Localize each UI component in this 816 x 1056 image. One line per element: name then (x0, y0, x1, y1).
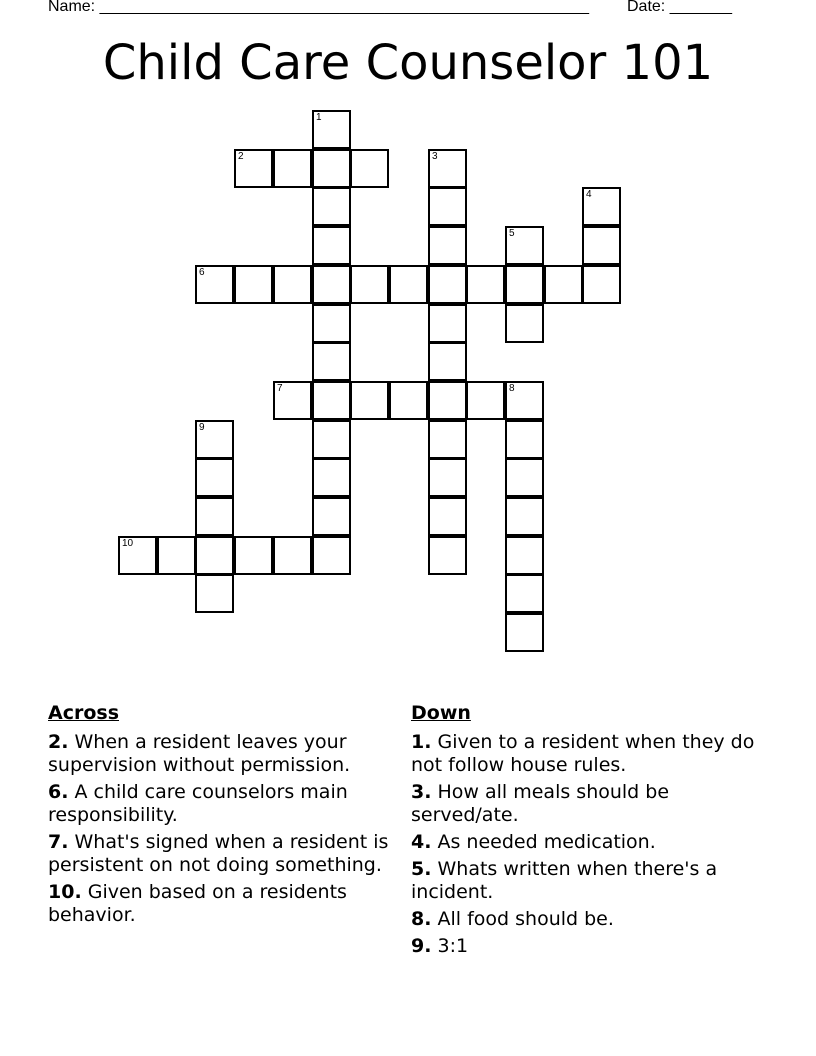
crossword-cell[interactable] (312, 536, 351, 575)
crossword-cell[interactable] (312, 265, 351, 304)
crossword-cell[interactable] (428, 187, 467, 226)
crossword-cell[interactable] (195, 574, 234, 613)
crossword-cell[interactable] (466, 381, 505, 420)
crossword-cell[interactable] (312, 458, 351, 497)
clue-down-5 (411, 858, 771, 904)
crossword-cell[interactable] (350, 265, 389, 304)
clue-text: A child care counselors main responsibility. (48, 781, 348, 826)
crossword-cell[interactable] (312, 149, 351, 188)
clue-number: 2. (48, 731, 69, 753)
clue-down-1 (411, 731, 771, 777)
clue-number: 5. (411, 858, 432, 880)
crossword-cell[interactable] (505, 497, 544, 536)
crossword-cell[interactable] (428, 342, 467, 381)
clue-text: All food should be. (437, 908, 614, 930)
crossword-cell[interactable] (312, 420, 351, 459)
crossword-cell[interactable] (273, 265, 312, 304)
clue-text: Given to a resident when they do not follow house rules. (411, 731, 755, 776)
crossword-cell[interactable] (505, 226, 544, 265)
clue-down-3 (411, 781, 771, 827)
crossword-cell[interactable] (582, 187, 621, 226)
crossword-cell[interactable] (428, 536, 467, 575)
clue-number-label: 7 (277, 383, 283, 394)
crossword-cell[interactable] (505, 458, 544, 497)
crossword-cell[interactable] (505, 574, 544, 613)
clue-across-2 (48, 731, 404, 777)
crossword-cell[interactable] (350, 381, 389, 420)
crossword-cell[interactable] (505, 536, 544, 575)
crossword-cell[interactable] (389, 265, 428, 304)
clue-number: 7. (48, 831, 69, 853)
crossword-cell[interactable] (312, 304, 351, 343)
clue-down-8 (411, 908, 771, 931)
clue-number: 9. (411, 935, 432, 957)
crossword-cell[interactable] (312, 226, 351, 265)
crossword-cell[interactable] (312, 110, 351, 149)
clue-text: As needed medication. (437, 831, 656, 853)
crossword-cell[interactable] (582, 265, 621, 304)
clue-text: What's signed when a resident is persistent on not doing something. (48, 831, 389, 876)
clue-text: Given based on a residents behavior. (48, 881, 347, 926)
crossword-cell[interactable] (428, 304, 467, 343)
crossword-cell[interactable] (312, 342, 351, 381)
clue-number-label: 2 (238, 151, 244, 162)
clue-down-9 (411, 935, 771, 958)
down-heading: Down (411, 702, 471, 724)
clue-number: 8. (411, 908, 432, 930)
crossword-cell[interactable] (312, 381, 351, 420)
crossword-cell[interactable] (505, 420, 544, 459)
clue-text: 3:1 (437, 935, 469, 957)
crossword-cell[interactable] (428, 381, 467, 420)
crossword-cell[interactable] (234, 536, 273, 575)
clue-across-10 (48, 881, 404, 927)
clue-number-label: 10 (122, 538, 134, 549)
crossword-cell[interactable] (505, 265, 544, 304)
crossword-cell[interactable] (428, 458, 467, 497)
page-title: Child Care Counselor 101 (102, 35, 714, 91)
clue-number: 10. (48, 881, 82, 903)
clue-down-4 (411, 831, 771, 854)
clue-text: Whats written when there's a incident. (411, 858, 718, 903)
crossword-cell[interactable] (312, 497, 351, 536)
crossword-cell[interactable] (273, 536, 312, 575)
crossword-cell[interactable] (505, 381, 544, 420)
across-heading: Across (48, 702, 120, 724)
down-clues (411, 700, 771, 962)
clue-number: 6. (48, 781, 69, 803)
crossword-cell[interactable] (505, 304, 544, 343)
clue-across-6 (48, 781, 404, 827)
crossword-cell[interactable] (350, 149, 389, 188)
crossword-cell[interactable] (428, 265, 467, 304)
crossword-cell[interactable] (234, 149, 273, 188)
clue-number: 3. (411, 781, 432, 803)
crossword-cell[interactable] (195, 536, 234, 575)
crossword-cell[interactable] (428, 420, 467, 459)
crossword-cell[interactable] (234, 265, 273, 304)
crossword-cell[interactable] (195, 420, 234, 459)
clue-number-label: 8 (509, 383, 515, 394)
crossword-cell[interactable] (195, 265, 234, 304)
crossword-cell[interactable] (428, 497, 467, 536)
crossword-cell[interactable] (195, 458, 234, 497)
crossword-cell[interactable] (118, 536, 157, 575)
clue-number-label: 3 (432, 151, 438, 162)
crossword-cell[interactable] (466, 265, 505, 304)
clue-across-7 (48, 831, 404, 877)
across-clues (48, 700, 404, 931)
clue-number-label: 1 (316, 112, 322, 123)
clue-number-label: 9 (199, 422, 205, 433)
crossword-cell[interactable] (428, 149, 467, 188)
crossword-cell[interactable] (389, 381, 428, 420)
clue-text: When a resident leaves your supervision without permission. (48, 731, 351, 776)
clue-number-label: 6 (199, 267, 205, 278)
crossword-cell[interactable] (544, 265, 583, 304)
crossword-cell[interactable] (505, 613, 544, 652)
clue-number-label: 5 (509, 228, 515, 239)
clue-number: 4. (411, 831, 432, 853)
clue-number: 1. (411, 731, 432, 753)
crossword-cell[interactable] (195, 497, 234, 536)
crossword-cell[interactable] (428, 226, 467, 265)
crossword-cell[interactable] (273, 149, 312, 188)
crossword-cell[interactable] (157, 536, 196, 575)
crossword-cell[interactable] (273, 381, 312, 420)
crossword-cell[interactable] (312, 187, 351, 226)
crossword-cell[interactable] (582, 226, 621, 265)
clue-number-label: 4 (586, 189, 592, 200)
name-field-label: Name: _______________________________________________________ (48, 0, 589, 15)
date-field-label: Date: _______ (627, 0, 732, 15)
clue-text: How all meals should be served/ate. (411, 781, 670, 826)
